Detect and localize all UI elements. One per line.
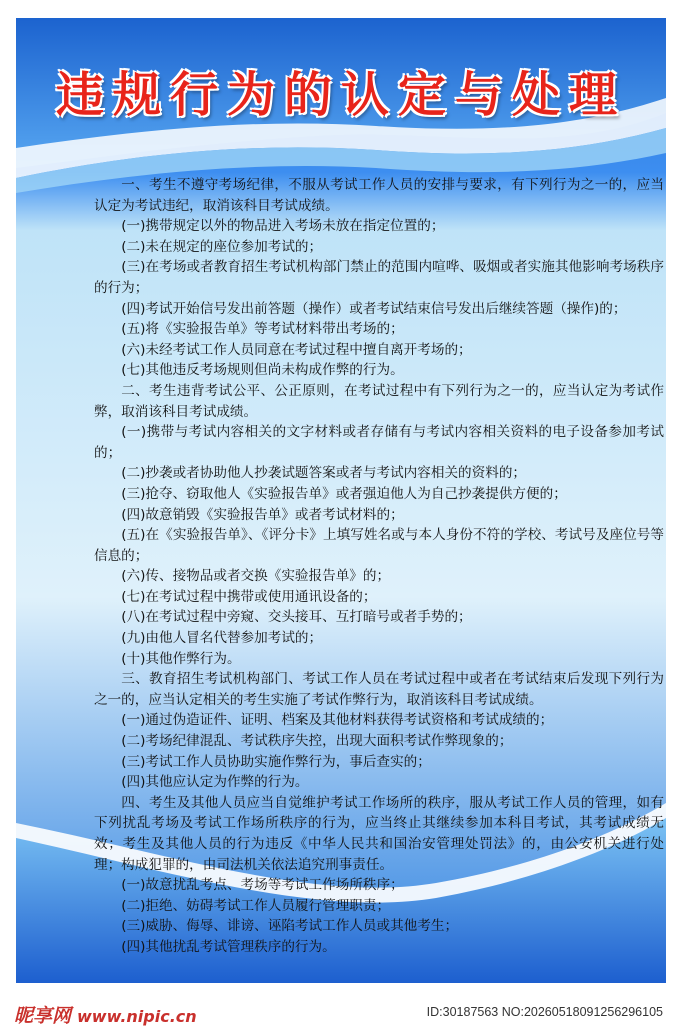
section-paragraph: 二、考生违背考试公平、公正原则，在考试过程中有下列行为之一的，应当认定为考试作弊，取消该科目考试成绩。 xyxy=(94,382,664,420)
rule-item: (一)携带与考试内容相关的文字材料或者存储有与考试内容相关资料的电子设备参加考试的； xyxy=(94,424,664,461)
rule-item: (三)在考场或者教育招生考试机构部门禁止的范围内喧哗、吸烟或者实施其他影响考场秩序的行为； xyxy=(94,259,664,296)
rule-item: (二)拒绝、妨碍考试工作人员履行管理职责； xyxy=(121,897,391,914)
section-paragraph: 一、考生不遵守考场纪律，不服从考试工作人员的安排与要求，有下列行为之一的，应当认定为考试违纪，取消该科目考试成绩。 xyxy=(94,177,664,214)
rules-content xyxy=(94,175,664,958)
rule-item: (一)通过伪造证件、证明、档案及其他材料获得考试资格和考试成绩的； xyxy=(121,712,554,729)
rule-item: (八)在考试过程中旁窥、交头接耳、互打暗号或者手势的； xyxy=(121,609,472,626)
page-title: 违规行为的认定与处理 xyxy=(55,67,626,123)
rule-item: (五)在《实验报告单》、《评分卡》上填写姓名或与本人身份不符的学校、考试号及座位号等信息的； xyxy=(94,527,664,564)
brand-name: 昵享网 xyxy=(14,1005,72,1027)
rule-item: (五)将《实验报告单》等考试材料带出考场的； xyxy=(121,321,404,338)
poster-background xyxy=(16,18,666,983)
image-id-text: ID:30187563 NO:20260518091256296105 xyxy=(426,1005,663,1019)
rule-item: (六)传、接物品或者交换《实验报告单》的； xyxy=(121,568,391,585)
rule-item: (三)威胁、侮辱、诽谤、诬陷考试工作人员或其他考生； xyxy=(121,918,459,935)
rule-item: (一)故意扰乱考点、考场等考试工作场所秩序； xyxy=(121,877,404,894)
section-paragraph: 三、教育招生考试机构部门、考试工作人员在考试过程中或者在考试结束后发现下列行为之一的，应当认定相关的考生实施了考试作弊行为，取消该科目考试成绩。 xyxy=(94,671,664,708)
rule-item: (三)考试工作人员协助实施作弊行为，事后查实的； xyxy=(121,753,431,770)
rule-item: (七)在考试过程中携带或使用通讯设备的； xyxy=(121,588,377,605)
rule-item: (一)携带规定以外的物品进入考场未放在指定位置的； xyxy=(121,218,445,235)
rule-item: (七)其他违反考场规则但尚未构成作弊的行为。 xyxy=(121,362,404,379)
rule-item: (四)其他应认定为作弊的行为。 xyxy=(121,774,309,791)
section-paragraph: 四、考生及其他人员应当自觉维护考试工作场所的秩序，服从考试工作人员的管理，如有下列扰乱考场及考试工作场所秩序的行为，应当终止其继续参加本科目考试，其考试成绩无效；考生及其他人员的行为违反《中华人民共和国治安管理处罚法》的，由公安机关进行处理；构成犯罪的，由司法机关依法追究刑事责任。 xyxy=(94,794,664,873)
rule-item: (二)考场纪律混乱、考试秩序失控，出现大面积考试作弊现象的； xyxy=(121,733,513,750)
rule-item: (四)考试开始信号发出前答题（操作）或者考试结束信号发出后继续答题（操作)的； xyxy=(121,300,627,317)
rule-item: (三)抢夺、窃取他人《实验报告单》或者强迫他人为自己抄袭提供方便的； xyxy=(121,485,567,502)
rule-item: (四)故意销毁《实验报告单》或者考试材料的； xyxy=(121,506,404,523)
rule-item: (六)未经考试工作人员同意在考试过程中擅自离开考场的； xyxy=(121,341,472,358)
rule-item: (十)其他作弊行为。 xyxy=(121,650,241,667)
rule-item: (二)抄袭或者协助他人抄袭试题答案或者与考试内容相关的资料的； xyxy=(121,465,527,482)
rule-item: (二)未在规定的座位参加考试的； xyxy=(121,238,323,255)
rule-item: (四)其他扰乱考试管理秩序的行为。 xyxy=(121,938,336,955)
rule-item: (九)由他人冒名代替参加考试的； xyxy=(121,630,323,647)
brand-url: www.nipic.cn xyxy=(77,1007,197,1026)
